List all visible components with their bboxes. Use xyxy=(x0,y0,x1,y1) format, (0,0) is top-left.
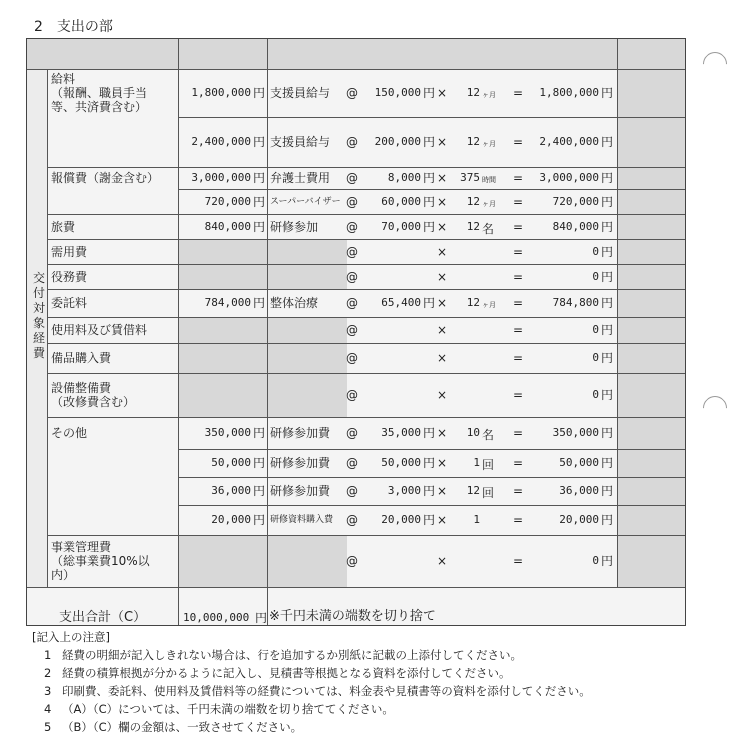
unit-price: 20,000 xyxy=(381,513,421,526)
equals-sign: = xyxy=(513,513,524,527)
grid-line xyxy=(47,239,685,240)
empty-type-cell xyxy=(267,343,347,373)
at-sign: @ xyxy=(346,296,358,310)
at-sign: @ xyxy=(346,456,358,470)
expense-table xyxy=(26,38,686,626)
section-title: 支出の部 xyxy=(56,19,113,35)
yen-label: 円 xyxy=(601,426,614,440)
yen-label: 円 xyxy=(253,426,266,440)
expense-amount: 20,000 xyxy=(211,513,251,526)
times-sign: × xyxy=(437,323,448,337)
section-heading xyxy=(34,16,127,36)
expense-amount: 2,400,000 xyxy=(191,135,251,148)
line-total: 50,000 xyxy=(559,456,599,469)
grid-line xyxy=(617,39,618,587)
yen-label: 円 xyxy=(253,219,266,234)
quantity: 10 xyxy=(466,426,480,439)
yen-label: 円 xyxy=(601,323,614,337)
at-sign: @ xyxy=(346,194,358,209)
line-total: 0 xyxy=(592,323,599,336)
times-sign: × xyxy=(437,135,448,149)
expense-amount: 50,000 xyxy=(211,456,251,469)
at-sign: @ xyxy=(346,219,358,234)
yen-label: 円 xyxy=(423,484,436,498)
line-total: 0 xyxy=(592,269,599,283)
empty-amount-cell xyxy=(178,535,267,587)
grid-line xyxy=(178,189,685,190)
yen-label: 円 xyxy=(423,194,436,209)
quantity-unit: 回 xyxy=(482,486,495,500)
note-text: 印刷費、委託料、使用料及賃借料等の経費については、料金表や見積書等の資料を添付してください。 xyxy=(62,684,591,698)
yen-label: 円 xyxy=(253,484,266,498)
equals-sign: = xyxy=(513,456,524,470)
expense-amount: 3,000,000 xyxy=(191,171,251,184)
grid-line xyxy=(47,167,685,168)
times-sign: × xyxy=(437,244,448,259)
note-number: 4 xyxy=(44,702,52,716)
yen-label: 円 xyxy=(423,219,436,234)
times-sign: × xyxy=(437,194,448,209)
times-sign: × xyxy=(437,554,448,568)
expense-item-label: 設備整備費 （改修費含む） xyxy=(51,381,136,409)
expense-amount: 840,000 xyxy=(204,219,251,233)
note-item xyxy=(44,718,591,736)
unit-price: 50,000 xyxy=(381,456,421,469)
grid-line xyxy=(178,39,179,625)
quantity: 12 xyxy=(466,219,480,233)
equals-sign: = xyxy=(513,194,524,209)
grid-line xyxy=(47,535,685,536)
yen-label: 円 xyxy=(253,171,266,185)
yen-label: 円 xyxy=(601,456,614,470)
quantity: 12 xyxy=(466,86,480,99)
at-sign: @ xyxy=(346,135,358,149)
line-total: 0 xyxy=(592,388,599,401)
note-item xyxy=(44,664,591,682)
unit-price: 35,000 xyxy=(381,426,421,439)
times-sign: × xyxy=(437,351,448,365)
note-number: 3 xyxy=(44,684,52,698)
note-text: （B）（C）欄の金額は、一致させてください。 xyxy=(62,720,303,734)
yen-label: 円 xyxy=(601,244,614,259)
empty-type-cell xyxy=(267,373,347,417)
equals-sign: = xyxy=(513,86,524,100)
yen-label: 円 xyxy=(423,426,436,440)
equals-sign: = xyxy=(513,351,524,365)
at-sign: @ xyxy=(346,86,358,100)
total-amount: 10,000,000 xyxy=(183,611,250,624)
grid-line xyxy=(47,214,685,215)
times-sign: × xyxy=(437,456,448,470)
grid-line xyxy=(178,505,685,506)
times-sign: × xyxy=(437,388,448,402)
equals-sign: = xyxy=(513,171,524,185)
punch-hole-mark xyxy=(698,391,732,425)
expense-amount: 784,000 xyxy=(204,296,251,309)
expense-amount: 720,000 xyxy=(204,194,251,208)
equals-sign: = xyxy=(513,426,524,440)
unit-price: 3,000 xyxy=(387,484,421,497)
at-sign: @ xyxy=(346,269,358,284)
quantity: 12 xyxy=(466,296,480,309)
line-total: 784,800 xyxy=(552,296,599,309)
empty-type-cell xyxy=(267,239,347,264)
quantity-unit: 名 xyxy=(482,221,495,236)
note-text: 経費の積算根拠が分かるように記入し、見積書等根拠となる資料を添付してください。 xyxy=(62,666,511,680)
equals-sign: = xyxy=(513,269,524,284)
note-number: 5 xyxy=(44,720,52,734)
grid-line xyxy=(267,39,268,625)
grid-line xyxy=(47,373,685,374)
yen-label: 円 xyxy=(423,513,436,527)
equals-sign: = xyxy=(513,296,524,310)
yen-label: 円 xyxy=(601,194,614,209)
quantity: 12 xyxy=(466,484,480,497)
yen-label: 円 xyxy=(601,513,614,527)
empty-amount-cell xyxy=(178,373,267,417)
expense-type: 支援員給与 xyxy=(270,86,331,100)
yen-label: 円 xyxy=(601,219,614,234)
line-total: 350,000 xyxy=(552,426,599,439)
note-item xyxy=(44,682,591,700)
yen-label: 円 xyxy=(601,296,614,310)
empty-amount-cell xyxy=(178,343,267,373)
note-text: （A）（C）については、千円未満の端数を切り捨ててください。 xyxy=(62,702,394,716)
grid-line xyxy=(47,343,685,344)
quantity: 1 xyxy=(473,513,480,526)
ref-column-bg xyxy=(617,69,685,587)
empty-amount-cell xyxy=(178,264,267,289)
empty-type-cell xyxy=(267,317,347,343)
times-sign: × xyxy=(437,484,448,498)
expense-item-label: 役務費 xyxy=(51,269,88,284)
quantity-unit: ヶ月 xyxy=(482,91,496,99)
quantity-unit: 名 xyxy=(482,428,495,442)
grid-line xyxy=(178,449,685,450)
yen-label: 円 xyxy=(423,135,436,149)
yen-label: 円 xyxy=(601,171,614,185)
quantity-unit: 回 xyxy=(482,458,495,472)
equals-sign: = xyxy=(513,484,524,498)
yen-label: 円 xyxy=(601,269,614,284)
yen-label: 円 xyxy=(253,513,266,527)
expense-item-label: その他 xyxy=(51,426,88,440)
at-sign: @ xyxy=(346,323,358,337)
line-total: 1,800,000 xyxy=(539,86,599,99)
expense-item-label: 使用料及び賃借料 xyxy=(51,323,148,337)
grid-line xyxy=(47,587,685,588)
empty-type-cell xyxy=(267,264,347,289)
header-bg xyxy=(27,39,685,69)
at-sign: @ xyxy=(346,351,358,365)
quantity-unit: 時間 xyxy=(482,176,496,184)
grid-line xyxy=(47,289,685,290)
yen-label: 円 xyxy=(601,484,614,498)
grid-line xyxy=(27,69,685,70)
expense-item-label: 委託料 xyxy=(51,296,88,310)
times-sign: × xyxy=(437,171,448,185)
expense-item-label: 需用費 xyxy=(51,244,88,259)
expense-type: 研修資料購入費 xyxy=(270,515,334,525)
quantity-unit: ヶ月 xyxy=(482,301,496,309)
expense-type: 整体治療 xyxy=(270,296,319,310)
yen-label: 円 xyxy=(601,135,614,149)
unit-price: 8,000 xyxy=(387,171,421,184)
yen-label: 円 xyxy=(253,296,266,310)
expense-item-label: 備品購入費 xyxy=(51,351,112,365)
line-total: 2,400,000 xyxy=(539,135,599,148)
yen-label: 円 xyxy=(601,86,614,100)
yen-label: 円 xyxy=(253,135,266,149)
empty-amount-cell xyxy=(178,317,267,343)
section-number: 2 xyxy=(34,19,43,35)
line-total: 0 xyxy=(592,351,599,364)
at-sign: @ xyxy=(346,554,358,568)
times-sign: × xyxy=(437,269,448,284)
expense-type: 支援員給与 xyxy=(270,135,331,149)
unit-price: 200,000 xyxy=(374,135,421,148)
grid-line xyxy=(178,117,685,118)
expense-type: 研修参加 xyxy=(270,219,319,234)
expense-type: 研修参加費 xyxy=(270,426,331,440)
equals-sign: = xyxy=(513,219,524,234)
expense-amount: 1,800,000 xyxy=(191,86,251,99)
note-text: 経費の明細が記入しきれない場合は、行を追加するか別紙に記載の上添付してください。 xyxy=(62,648,522,662)
quantity: 12 xyxy=(466,135,480,148)
line-total: 36,000 xyxy=(559,484,599,497)
equals-sign: = xyxy=(513,388,524,402)
at-sign: @ xyxy=(346,244,358,259)
expense-amount: 36,000 xyxy=(211,484,251,497)
empty-amount-cell xyxy=(178,239,267,264)
note-item xyxy=(44,646,591,664)
quantity: 12 xyxy=(466,194,480,208)
line-total: 20,000 xyxy=(559,513,599,526)
note-item xyxy=(44,700,591,718)
expense-type: 研修参加費 xyxy=(270,484,331,498)
times-sign: × xyxy=(437,219,448,234)
quantity: 375 xyxy=(460,171,480,184)
at-sign: @ xyxy=(346,426,358,440)
expense-item-label: 給料 （報酬、職員手当 等、共済費含む） xyxy=(51,72,148,114)
notes-title: [記入上の注意] xyxy=(32,630,110,644)
grid-line xyxy=(47,69,48,587)
equals-sign: = xyxy=(513,323,524,337)
times-sign: × xyxy=(437,86,448,100)
expense-type: 弁護士費用 xyxy=(270,171,331,185)
yen-label: 円 xyxy=(253,86,266,100)
expense-item-label: 旅費 xyxy=(51,219,76,234)
note-number: 2 xyxy=(44,666,52,680)
yen-label: 円 xyxy=(423,296,436,310)
times-sign: × xyxy=(437,426,448,440)
yen-label: 円 xyxy=(253,194,266,209)
expense-item-label: 報償費（謝金含む） xyxy=(51,171,160,185)
times-sign: × xyxy=(437,296,448,310)
grid-line xyxy=(47,317,685,318)
equals-sign: = xyxy=(513,244,524,259)
grid-line xyxy=(47,417,685,418)
quantity-unit: ヶ月 xyxy=(482,140,496,148)
yen-label: 円 xyxy=(423,171,436,185)
times-sign: × xyxy=(437,513,448,527)
at-sign: @ xyxy=(346,388,358,402)
group-label: 交付対象経費 xyxy=(32,271,45,360)
note-number: 1 xyxy=(44,648,52,662)
at-sign: @ xyxy=(346,513,358,527)
notes-section xyxy=(32,628,591,736)
yen-label: 円 xyxy=(601,554,614,568)
unit-price: 65,400 xyxy=(381,296,421,309)
at-sign: @ xyxy=(346,484,358,498)
expense-item-label: 事業管理費 （総事業費10%以 内） xyxy=(51,540,150,582)
yen-label: 円 xyxy=(601,351,614,365)
line-total: 3,000,000 xyxy=(539,171,599,184)
unit-price: 70,000 xyxy=(381,219,421,233)
line-total: 0 xyxy=(592,244,599,258)
yen-label: 円 xyxy=(601,388,614,402)
grid-line xyxy=(178,477,685,478)
expense-type: スーパーバイザー xyxy=(270,196,341,207)
total-note: ※千円未満の端数を切り捨て xyxy=(269,609,436,624)
quantity-unit: ヶ月 xyxy=(482,199,496,208)
grid-line xyxy=(47,264,685,265)
line-total: 720,000 xyxy=(552,194,599,208)
line-total: 840,000 xyxy=(552,219,599,233)
expense-amount: 350,000 xyxy=(204,426,251,439)
yen-label: 円 xyxy=(423,456,436,470)
expense-type: 研修参加費 xyxy=(270,456,331,470)
empty-type-cell xyxy=(267,535,347,587)
total-yen: 円 xyxy=(255,611,268,625)
yen-label: 円 xyxy=(253,456,266,470)
equals-sign: = xyxy=(513,554,524,568)
line-total: 0 xyxy=(592,554,599,567)
unit-price: 150,000 xyxy=(374,86,421,99)
total-label: 支出合計（C） xyxy=(59,610,147,625)
punch-hole-mark xyxy=(698,47,732,81)
yen-label: 円 xyxy=(423,86,436,100)
unit-price: 60,000 xyxy=(381,194,421,208)
quantity: 1 xyxy=(473,456,480,469)
equals-sign: = xyxy=(513,135,524,149)
at-sign: @ xyxy=(346,171,358,185)
